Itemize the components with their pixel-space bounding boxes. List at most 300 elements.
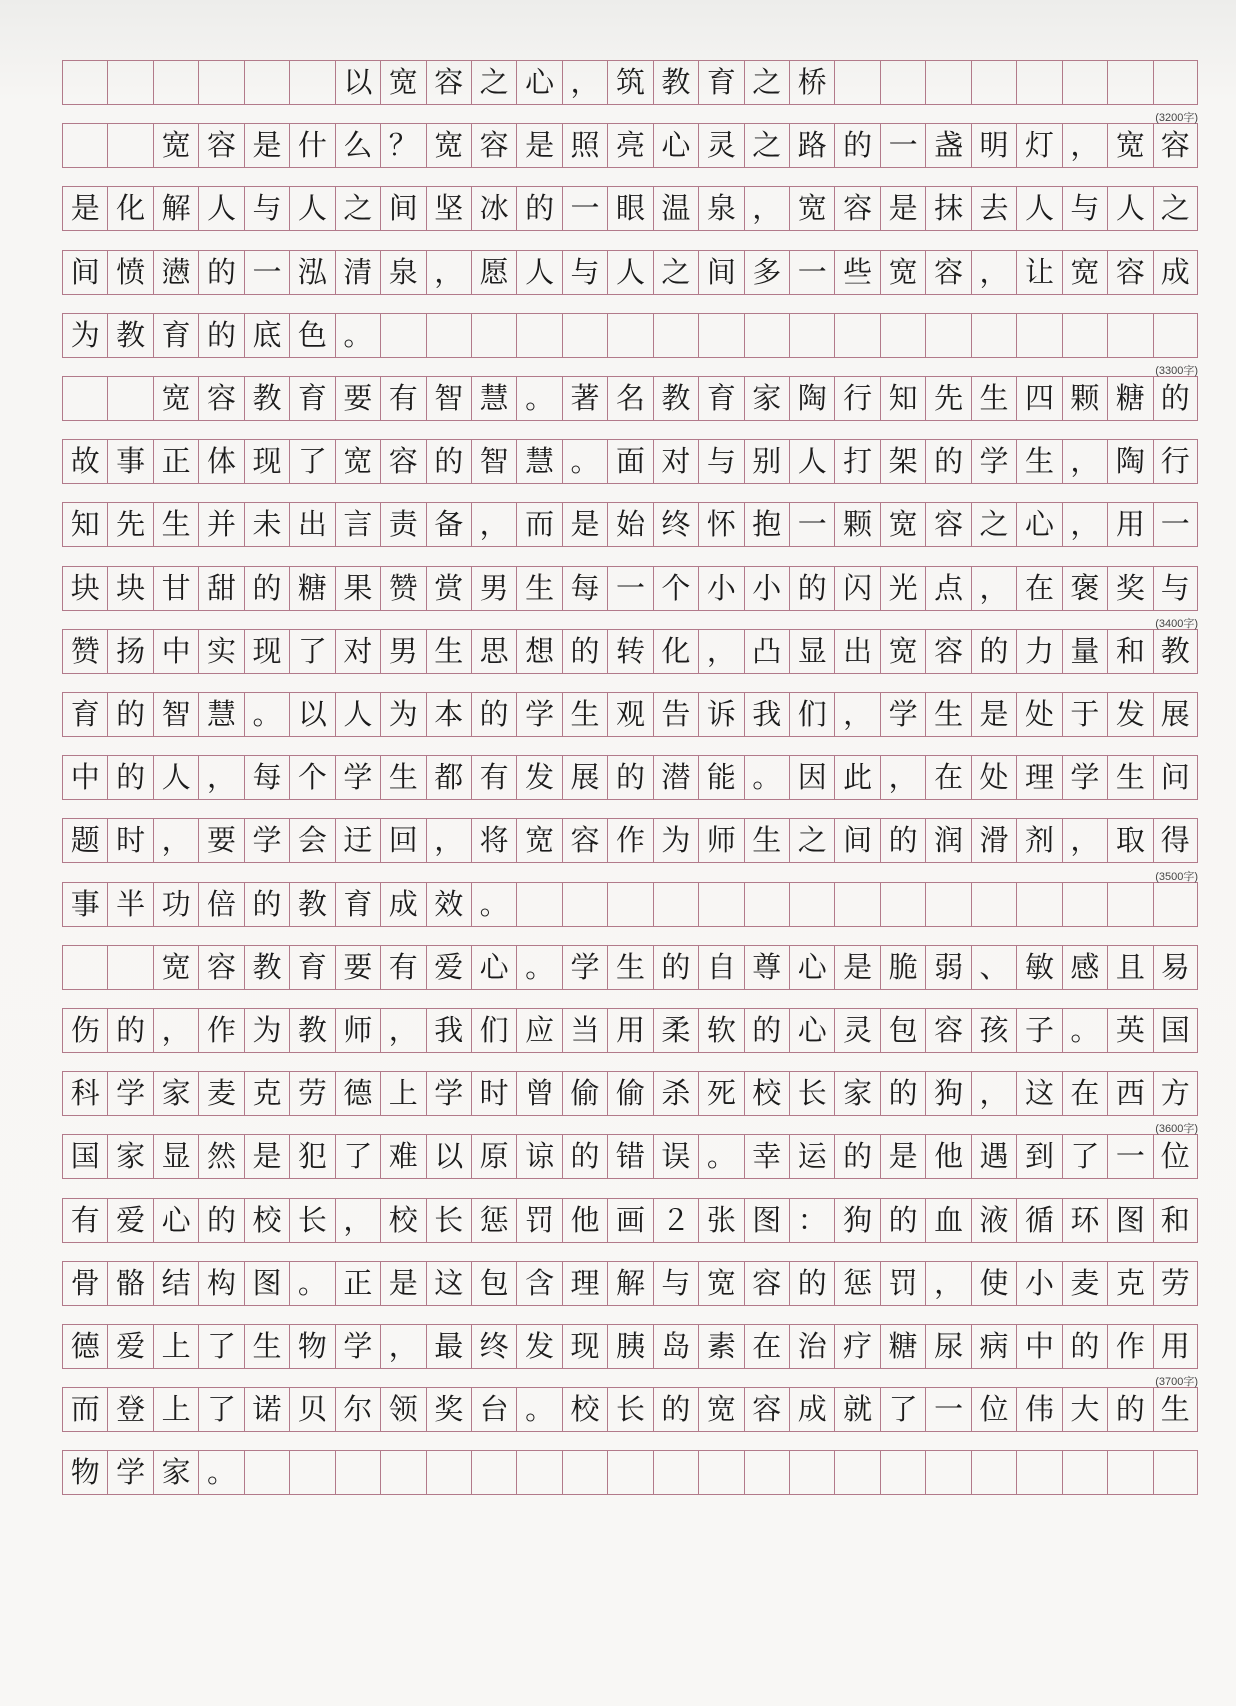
grid-cell: 罚 <box>516 1198 561 1243</box>
grid-cell: 骨 <box>62 1261 107 1306</box>
grid-cell: 容 <box>471 123 516 168</box>
grid-cell: 慧 <box>471 376 516 421</box>
grid-cell: 。 <box>198 1450 243 1495</box>
grid-cell: 四 <box>1016 376 1061 421</box>
grid-cell: 中 <box>1016 1324 1061 1369</box>
grid-cell: 未 <box>244 502 289 547</box>
grid-cell: 量 <box>1062 629 1107 674</box>
grid-cell: 容 <box>562 818 607 863</box>
grid-cell: 为 <box>244 1008 289 1053</box>
grid-cell: 块 <box>107 566 152 611</box>
grid-cell: 了 <box>289 439 334 484</box>
grid-cell: 自 <box>698 945 743 990</box>
grid-cell <box>834 1450 879 1495</box>
grid-row <box>62 692 1198 737</box>
grid-cell: 多 <box>744 250 789 295</box>
grid-cell: 教 <box>653 60 698 105</box>
grid-cell: 实 <box>198 629 243 674</box>
grid-cell: 孩 <box>971 1008 1016 1053</box>
grid-cell: 劳 <box>1153 1261 1198 1306</box>
grid-cell: 架 <box>880 439 925 484</box>
grid-cell: 的 <box>107 755 152 800</box>
grid-cell: 观 <box>607 692 652 737</box>
grid-cell: 学 <box>107 1071 152 1116</box>
grid-cell: 行 <box>1153 439 1198 484</box>
grid-row <box>62 1071 1198 1116</box>
grid-cell: 脆 <box>880 945 925 990</box>
grid-row <box>62 313 1198 358</box>
grid-cell: 果 <box>335 566 380 611</box>
grid-cell: 生 <box>1153 1387 1198 1432</box>
grid-cell: 的 <box>1062 1324 1107 1369</box>
grid-cell: 宽 <box>153 945 198 990</box>
grid-cell: 化 <box>107 186 152 231</box>
grid-cell: 心 <box>516 60 561 105</box>
grid-cell: 误 <box>653 1134 698 1179</box>
grid-cell <box>698 882 743 927</box>
grid-cell: 在 <box>1062 1071 1107 1116</box>
grid-cell: 与 <box>1153 566 1198 611</box>
grid-cell <box>153 60 198 105</box>
grid-cell: 。 <box>516 376 561 421</box>
grid-cell <box>744 1450 789 1495</box>
grid-cell: 是 <box>516 123 561 168</box>
grid-cell: 效 <box>426 882 471 927</box>
grid-cell: 之 <box>744 123 789 168</box>
grid-cell: 处 <box>1016 692 1061 737</box>
grid-cell: 先 <box>107 502 152 547</box>
grid-cell <box>1062 882 1107 927</box>
grid-cell: 位 <box>971 1387 1016 1432</box>
grid-cell: 赞 <box>62 629 107 674</box>
grid-cell: 国 <box>62 1134 107 1179</box>
grid-cell: 责 <box>380 502 425 547</box>
word-count-marker: (3600字) <box>1155 1123 1198 1136</box>
grid-cell: 幸 <box>744 1134 789 1179</box>
grid-cell: 于 <box>1062 692 1107 737</box>
grid-cell <box>971 60 1016 105</box>
grid-cell <box>1016 60 1061 105</box>
grid-cell: 运 <box>789 1134 834 1179</box>
grid-cell: 。 <box>471 882 516 927</box>
grid-cell: 易 <box>1153 945 1198 990</box>
grid-cell: 宽 <box>880 250 925 295</box>
grid-cell <box>244 60 289 105</box>
grid-cell: 智 <box>426 376 471 421</box>
grid-cell: 生 <box>925 692 970 737</box>
grid-cell: 了 <box>1062 1134 1107 1179</box>
word-count-marker: (3400字) <box>1155 617 1198 630</box>
grid-cell <box>62 60 107 105</box>
grid-cell: 的 <box>789 566 834 611</box>
grid-cell: 且 <box>1107 945 1152 990</box>
grid-cell: 闪 <box>834 566 879 611</box>
grid-cell: 作 <box>198 1008 243 1053</box>
grid-cell: 有 <box>380 376 425 421</box>
grid-cell: 育 <box>698 60 743 105</box>
grid-cell <box>1062 313 1107 358</box>
grid-cell: 间 <box>380 186 425 231</box>
grid-row <box>62 818 1198 863</box>
grid-cell: 温 <box>653 186 698 231</box>
grid-cell: 抹 <box>925 186 970 231</box>
grid-cell: 长 <box>289 1198 334 1243</box>
grid-cell: 的 <box>198 250 243 295</box>
grid-cell: 生 <box>744 818 789 863</box>
grid-cell: 心 <box>1016 502 1061 547</box>
grid-cell <box>335 1450 380 1495</box>
grid-cell: 犯 <box>289 1134 334 1179</box>
grid-cell <box>289 1450 334 1495</box>
grid-cell: 发 <box>516 1324 561 1369</box>
grid-cell: 冰 <box>471 186 516 231</box>
grid-cell: 难 <box>380 1134 425 1179</box>
grid-cell: 宽 <box>516 818 561 863</box>
grid-cell: 用 <box>1107 502 1152 547</box>
grid-cell: 事 <box>107 439 152 484</box>
grid-cell: 理 <box>562 1261 607 1306</box>
grid-cell <box>834 313 879 358</box>
grid-cell: 中 <box>62 755 107 800</box>
grid-cell: 现 <box>562 1324 607 1369</box>
grid-cell: ， <box>971 566 1016 611</box>
grid-cell: 子 <box>1016 1008 1061 1053</box>
grid-cell: 育 <box>289 945 334 990</box>
grid-cell: 成 <box>1153 250 1198 295</box>
grid-cell: 要 <box>335 376 380 421</box>
grid-cell: 图 <box>244 1261 289 1306</box>
grid-cell: 伟 <box>1016 1387 1061 1432</box>
grid-cell: ， <box>198 755 243 800</box>
grid-cell: 颗 <box>1062 376 1107 421</box>
grid-cell: 人 <box>1107 186 1152 231</box>
grid-cell: 将 <box>471 818 516 863</box>
grid-cell <box>880 60 925 105</box>
grid-cell: 德 <box>62 1324 107 1369</box>
grid-cell <box>880 882 925 927</box>
grid-cell <box>289 60 334 105</box>
grid-cell: 校 <box>380 1198 425 1243</box>
grid-cell: 发 <box>516 755 561 800</box>
grid-cell: 遇 <box>971 1134 1016 1179</box>
grid-cell: 师 <box>335 1008 380 1053</box>
grid-cell: 登 <box>107 1387 152 1432</box>
grid-cell: 清 <box>335 250 380 295</box>
grid-cell: 有 <box>380 945 425 990</box>
grid-cell: 。 <box>244 692 289 737</box>
grid-cell: 显 <box>789 629 834 674</box>
grid-cell: 糖 <box>289 566 334 611</box>
grid-row <box>62 629 1198 674</box>
grid-cell: 生 <box>516 566 561 611</box>
grid-cell: 用 <box>1153 1324 1198 1369</box>
grid-cell: 德 <box>335 1071 380 1116</box>
grid-cell: 的 <box>107 1008 152 1053</box>
grid-cell: 了 <box>198 1387 243 1432</box>
grid-cell: 生 <box>607 945 652 990</box>
grid-cell: 是 <box>834 945 879 990</box>
grid-cell: 奖 <box>1107 566 1152 611</box>
grid-cell: 。 <box>562 439 607 484</box>
grid-cell: 死 <box>698 1071 743 1116</box>
grid-cell <box>1016 313 1061 358</box>
grid-cell <box>834 60 879 105</box>
grid-cell: 人 <box>198 186 243 231</box>
grid-cell: 就 <box>834 1387 879 1432</box>
grid-cell <box>1107 1450 1152 1495</box>
grid-cell: 的 <box>880 1198 925 1243</box>
grid-cell: 陶 <box>789 376 834 421</box>
grid-cell: 们 <box>789 692 834 737</box>
grid-cell: 问 <box>1153 755 1198 800</box>
grid-cell <box>562 1450 607 1495</box>
word-count-marker: (3300字) <box>1155 365 1198 377</box>
grid-cell: 生 <box>971 376 1016 421</box>
grid-cell: 感 <box>1062 945 1107 990</box>
grid-cell <box>607 882 652 927</box>
grid-cell: ， <box>380 1008 425 1053</box>
grid-cell: 有 <box>62 1198 107 1243</box>
grid-cell: 泉 <box>698 186 743 231</box>
grid-cell <box>971 1450 1016 1495</box>
grid-row <box>62 1261 1198 1306</box>
grid-cell: 心 <box>789 1008 834 1053</box>
grid-cell: 学 <box>107 1450 152 1495</box>
grid-cell: 生 <box>380 755 425 800</box>
grid-cell <box>1107 313 1152 358</box>
grid-cell: 与 <box>562 250 607 295</box>
grid-cell: 容 <box>925 250 970 295</box>
grid-cell: 间 <box>62 250 107 295</box>
grid-cell: 之 <box>971 502 1016 547</box>
grid-cell: 。 <box>289 1261 334 1306</box>
grid-cell: 我 <box>426 1008 471 1053</box>
grid-cell: 发 <box>1107 692 1152 737</box>
grid-cell: 坚 <box>426 186 471 231</box>
grid-cell: 、 <box>971 945 1016 990</box>
grid-cell: 出 <box>834 629 879 674</box>
grid-cell: 么 <box>335 123 380 168</box>
grid-cell: ， <box>880 755 925 800</box>
grid-cell: 宽 <box>698 1387 743 1432</box>
grid-row <box>62 1450 1198 1495</box>
grid-cell: 胰 <box>607 1324 652 1369</box>
grid-cell <box>107 376 152 421</box>
grid-cell: 别 <box>744 439 789 484</box>
grid-cell: 都 <box>426 755 471 800</box>
grid-cell: 容 <box>925 629 970 674</box>
grid-cell <box>653 882 698 927</box>
grid-cell <box>834 882 879 927</box>
grid-cell: ， <box>1062 439 1107 484</box>
grid-cell: 成 <box>380 882 425 927</box>
grid-cell: 中 <box>153 629 198 674</box>
grid-cell: 教 <box>244 376 289 421</box>
grid-cell: 生 <box>1107 755 1152 800</box>
grid-cell: 诉 <box>698 692 743 737</box>
grid-cell: 包 <box>880 1008 925 1053</box>
grid-cell: 是 <box>971 692 1016 737</box>
grid-cell: 容 <box>198 945 243 990</box>
grid-cell: 点 <box>925 566 970 611</box>
grid-cell: 告 <box>653 692 698 737</box>
grid-cell: 画 <box>607 1198 652 1243</box>
grid-cell: 心 <box>153 1198 198 1243</box>
grid-cell: 的 <box>516 186 561 231</box>
grid-cell: 什 <box>289 123 334 168</box>
grid-cell: 物 <box>289 1324 334 1369</box>
grid-cell <box>562 313 607 358</box>
grid-cell: 学 <box>516 692 561 737</box>
grid-cell: 生 <box>562 692 607 737</box>
composition-grid-sheet <box>62 60 1198 1640</box>
grid-cell <box>1016 882 1061 927</box>
grid-cell: 了 <box>335 1134 380 1179</box>
grid-cell: 是 <box>380 1261 425 1306</box>
word-count-marker: (3200字) <box>1155 112 1198 125</box>
grid-cell: 怀 <box>698 502 743 547</box>
grid-cell: 这 <box>426 1261 471 1306</box>
grid-cell: 了 <box>198 1324 243 1369</box>
grid-cell: 人 <box>516 250 561 295</box>
grid-cell: 的 <box>562 629 607 674</box>
grid-cell: 与 <box>653 1261 698 1306</box>
grid-cell: 成 <box>789 1387 834 1432</box>
grid-row <box>62 60 1198 105</box>
grid-cell: 先 <box>925 376 970 421</box>
word-count-marker: (3500字) <box>1155 870 1198 883</box>
grid-cell: 上 <box>380 1071 425 1116</box>
grid-row <box>62 1198 1198 1243</box>
grid-cell: 。 <box>516 945 561 990</box>
grid-cell: 惩 <box>471 1198 516 1243</box>
grid-cell <box>1153 60 1198 105</box>
grid-cell: ， <box>562 60 607 105</box>
grid-cell: 的 <box>244 566 289 611</box>
grid-cell: ， <box>971 1071 1016 1116</box>
grid-cell: 含 <box>516 1261 561 1306</box>
grid-cell: 回 <box>380 818 425 863</box>
grid-cell: 的 <box>653 1387 698 1432</box>
grid-cell: 面 <box>607 439 652 484</box>
grid-cell: 生 <box>426 629 471 674</box>
grid-cell: 的 <box>471 692 516 737</box>
grid-cell <box>880 1450 925 1495</box>
grid-cell: 生 <box>1016 439 1061 484</box>
grid-cell: 一 <box>925 1387 970 1432</box>
grid-cell: 心 <box>471 945 516 990</box>
grid-cell: 智 <box>153 692 198 737</box>
grid-cell: 处 <box>971 755 1016 800</box>
grid-cell: 家 <box>107 1134 152 1179</box>
grid-cell: ， <box>698 629 743 674</box>
grid-cell: 糖 <box>880 1324 925 1369</box>
grid-cell: 此 <box>834 755 879 800</box>
grid-cell: 始 <box>607 502 652 547</box>
grid-cell: 偷 <box>607 1071 652 1116</box>
grid-cell: 的 <box>426 439 471 484</box>
grid-cell: 时 <box>471 1071 516 1116</box>
grid-cell: 间 <box>698 250 743 295</box>
grid-cell: 杀 <box>653 1071 698 1116</box>
grid-cell <box>744 882 789 927</box>
grid-cell: 麦 <box>198 1071 243 1116</box>
word-count-marker: (3700字) <box>1155 1376 1198 1389</box>
grid-cell: 每 <box>562 566 607 611</box>
grid-cell: 容 <box>426 60 471 105</box>
grid-cell: 教 <box>244 945 289 990</box>
grid-cell: 科 <box>62 1071 107 1116</box>
grid-cell: 教 <box>289 1008 334 1053</box>
grid-cell: 台 <box>471 1387 516 1432</box>
grid-cell: ， <box>153 1008 198 1053</box>
grid-cell: 言 <box>335 502 380 547</box>
grid-cell: 因 <box>789 755 834 800</box>
grid-cell: 愿 <box>471 250 516 295</box>
grid-row <box>62 186 1198 231</box>
grid-cell: 位 <box>1153 1134 1198 1179</box>
grid-cell: 在 <box>925 755 970 800</box>
grid-cell: 行 <box>834 376 879 421</box>
grid-cell: 筑 <box>607 60 652 105</box>
grid-cell: 个 <box>289 755 334 800</box>
grid-cell <box>1107 882 1152 927</box>
grid-row <box>62 1134 1198 1179</box>
grid-cell: 骼 <box>107 1261 152 1306</box>
grid-cell: 。 <box>698 1134 743 1179</box>
grid-cell <box>62 123 107 168</box>
grid-cell: 一 <box>607 566 652 611</box>
grid-cell: 的 <box>562 1134 607 1179</box>
grid-cell: 宽 <box>698 1261 743 1306</box>
grid-cell: 容 <box>744 1261 789 1306</box>
grid-row <box>62 945 1198 990</box>
grid-cell: 治 <box>789 1324 834 1369</box>
grid-cell <box>880 313 925 358</box>
grid-cell: 之 <box>789 818 834 863</box>
grid-cell: 原 <box>471 1134 516 1179</box>
grid-cell: 是 <box>880 186 925 231</box>
grid-cell: 当 <box>562 1008 607 1053</box>
grid-cell: 的 <box>834 123 879 168</box>
grid-cell: 一 <box>562 186 607 231</box>
grid-cell: 爱 <box>426 945 471 990</box>
grid-cell <box>1153 882 1198 927</box>
grid-cell <box>698 1450 743 1495</box>
grid-cell: 能 <box>698 755 743 800</box>
grid-cell: 时 <box>107 818 152 863</box>
grid-cell: 理 <box>1016 755 1061 800</box>
grid-cell: 智 <box>471 439 516 484</box>
grid-cell <box>744 313 789 358</box>
grid-cell: 作 <box>607 818 652 863</box>
grid-cell: 学 <box>971 439 1016 484</box>
grid-cell: 化 <box>653 629 698 674</box>
grid-cell: 尊 <box>744 945 789 990</box>
grid-cell: 现 <box>244 439 289 484</box>
grid-cell: 凸 <box>744 629 789 674</box>
grid-cell: ， <box>1062 502 1107 547</box>
grid-cell: ， <box>335 1198 380 1243</box>
grid-cell: 去 <box>971 186 1016 231</box>
grid-cell: 容 <box>198 123 243 168</box>
grid-cell: 柔 <box>653 1008 698 1053</box>
grid-cell: 他 <box>562 1198 607 1243</box>
grid-cell: ， <box>744 186 789 231</box>
grid-cell: 色 <box>289 313 334 358</box>
grid-cell: 甘 <box>153 566 198 611</box>
grid-cell: 每 <box>244 755 289 800</box>
